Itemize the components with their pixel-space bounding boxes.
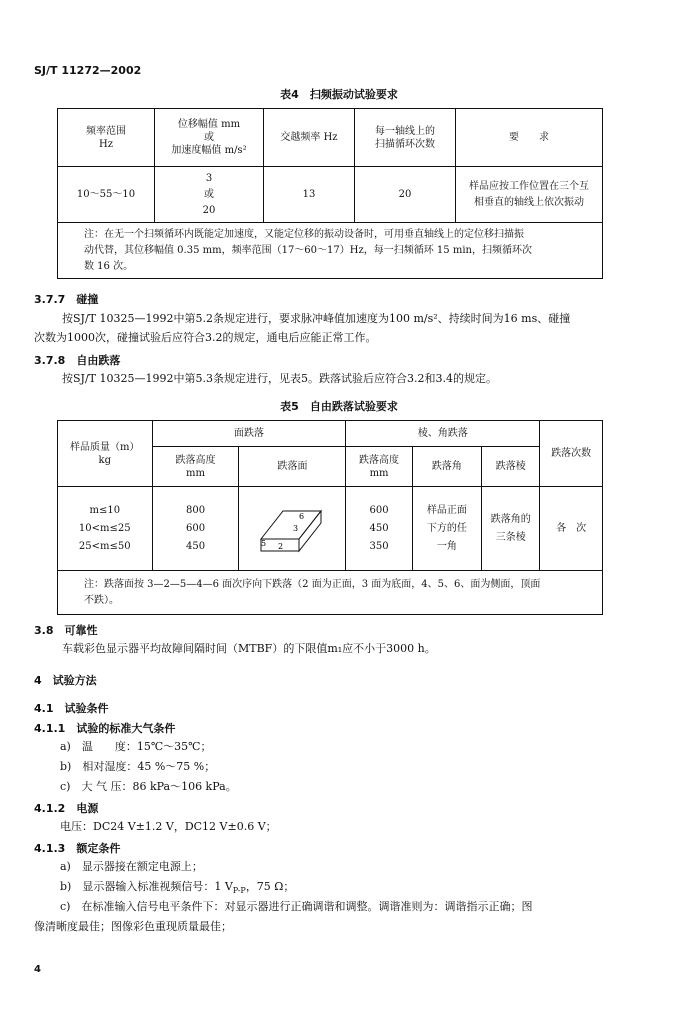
heading-4-1-3: 4.1.3 额定条件 [34, 842, 121, 855]
box-label-3: 3 [293, 523, 299, 533]
table4-caption: 表4 扫频振动试验要求 [280, 88, 398, 101]
s411-item-c: c) 大 气 压：86 kPa～106 kPa。 [60, 780, 237, 793]
heading-4-1-2: 4.1.2 电源 [34, 802, 99, 815]
t5-cell-count: 各 次 [540, 487, 603, 571]
s412-line1: 电压：DC24 V±1.2 V，DC12 V±0.6 V； [60, 820, 277, 833]
s378-line1: 按SJ/T 10325—1992中第5.3条规定进行，见表5。跌落试验后应符合3.2和3.4的规定。 [62, 372, 497, 385]
t5-header-corner: 跌落角 [412, 447, 481, 487]
t4-cell-cycles: 20 [355, 167, 456, 223]
s413-item-b-sub: P-P [232, 886, 246, 896]
heading-4-1: 4.1 试验条件 [34, 702, 109, 715]
t4-header-disp: 位移幅值 mm 或 加速度幅值 m/s² [155, 109, 264, 167]
s377-line1: 按SJ/T 10325—1992中第5.2条规定进行，要求脉冲峰值加速度为100 m/s²、持续时间为16 ms、碰撞 [62, 312, 571, 325]
heading-4-1-1: 4.1.1 试验的标准大气条件 [34, 722, 176, 735]
table5-caption: 表5 自由跌落试验要求 [280, 400, 398, 413]
t4-cell-req: 样品应按工作位置在三个互 相垂直的轴线上依次振动 [456, 167, 603, 223]
s413-item-c: c) 在标准输入信号电平条件下：对显示器进行正确调谐和调整。调谐准则为：调谐指示正确；图 [60, 900, 533, 913]
heading-4: 4 试验方法 [34, 674, 97, 687]
s411-item-a: a) 温 度：15℃～35℃； [60, 740, 212, 753]
box-label-6: 6 [299, 511, 305, 521]
t5-header-face-height: 跌落高度 mm [152, 447, 239, 487]
t4-cell-cross: 13 [264, 167, 355, 223]
table5 [57, 420, 603, 615]
t5-header-count: 跌落次数 [540, 421, 603, 487]
s413-item-a: a) 显示器接在额定电源上； [60, 860, 203, 873]
document-header: SJ/T 11272—2002 [34, 64, 142, 77]
t5-header-face-group: 面跌落 [152, 421, 346, 447]
t4-header-req: 要 求 [456, 109, 603, 167]
t5-cell-face-surface [239, 487, 346, 571]
drop-box-diagram [257, 495, 327, 559]
t5-cell-corner: 样品正面 下方的任 一角 [412, 487, 481, 571]
heading-3-7-8: 3.7.8 自由跌落 [34, 354, 121, 367]
t4-cell-disp: 3 或 20 [155, 167, 264, 223]
t4-header-cycles: 每一轴线上的 扫描循环次数 [355, 109, 456, 167]
t5-note: 注：跌落面按 3—2—5—4—6 面次序向下跌落（2 面为正面，3 面为底面，4、5、6、面为侧面，顶面 不跌）。 [58, 571, 603, 615]
s413-item-b-tail: ，75 Ω； [245, 880, 295, 893]
heading-3-7-7: 3.7.7 碰撞 [34, 293, 99, 306]
s377-line2: 次数为1000次，碰撞试验后应符合3.2的规定，通电后应能正常工作。 [34, 331, 377, 344]
t5-header-edge-height: 跌落高度 mm [346, 447, 412, 487]
t5-cell-mass: m≤10 10<m≤25 25<m≤50 [58, 487, 153, 571]
t4-header-freq: 频率范围 Hz [58, 109, 155, 167]
box-label-5: 5 [261, 538, 267, 548]
heading-3-8: 3.8 可靠性 [34, 624, 98, 637]
s411-item-b: b) 相对湿度：45 %～75 %； [60, 760, 216, 773]
t5-header-mass: 样品质量（m） kg [58, 421, 153, 487]
t4-cell-freq: 10～55～10 [58, 167, 155, 223]
t5-header-edge: 跌落棱 [482, 447, 540, 487]
s413-item-b: b) 显示器输入标准视频信号：1 V [60, 880, 233, 893]
t4-note: 注：在无一个扫频循环内既能定加速度，又能定位移的振动设备时，可用垂直轴线上的定位移扫描振 动代替，其位移幅值 0.35 mm，频率范围（17～60～17）Hz，每一扫频循环 15 min，扫频循环次 数 16 次。 [58, 223, 603, 279]
s413-last-line: 像清晰度最佳；图像彩色重现质量最佳； [34, 920, 232, 933]
t5-cell-face-height: 800 600 450 [152, 487, 239, 571]
t5-header-face-surface: 跌落面 [239, 447, 346, 487]
t5-cell-edge: 跌落角的 三条棱 [482, 487, 540, 571]
t5-cell-edge-height: 600 450 350 [346, 487, 412, 571]
s413-item-b-line [60, 880, 294, 898]
page-number: 4 [34, 964, 41, 975]
t5-header-edge-group: 棱、角跌落 [346, 421, 540, 447]
box-label-2: 2 [278, 541, 284, 551]
t4-header-cross: 交越频率 Hz [264, 109, 355, 167]
s38-line1: 车载彩色显示器平均故障间隔时间（MTBF）的下限值m₁应不小于3000 h。 [62, 642, 436, 655]
table4 [57, 108, 603, 279]
